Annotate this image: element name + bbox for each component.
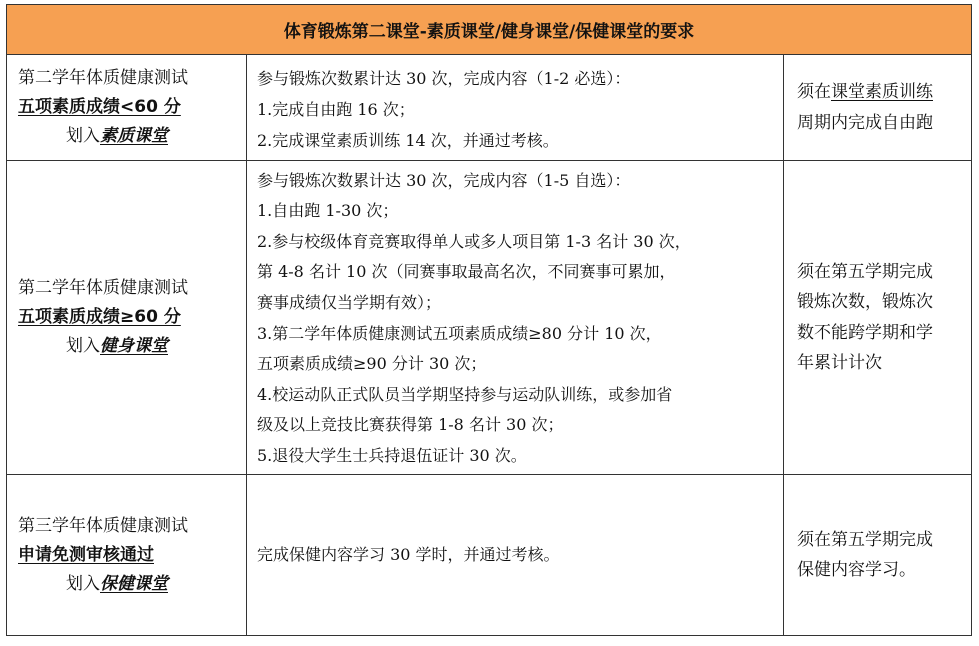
content-line: 4.校运动队正式队员当学期坚持参与运动队训练，或参加省	[257, 384, 673, 404]
note-line: 须在第五学期完成	[797, 529, 933, 550]
condition-cell	[7, 55, 247, 161]
content-line: 级及以上竞技比赛获得第 1-8 名计 30 次；	[257, 415, 564, 435]
note-line: 年累计计次	[797, 353, 882, 373]
content-line: 五项素质成绩≥90 分计 30 次；	[257, 354, 487, 374]
content-line: 完成保健内容学习 30 学时，并通过考核。	[257, 545, 560, 564]
assign-line	[18, 332, 246, 361]
note-prefix: 须在	[797, 82, 831, 102]
note-line: 保健内容学习。	[797, 560, 916, 580]
condition-prefix: 第三学年体质健康测试	[18, 515, 188, 536]
note-rest: 周期内完成自由跑	[797, 112, 933, 133]
content-line: 1.完成自由跑 16 次；	[257, 99, 415, 119]
content-line: 5.退役大学生士兵持退伍证计 30 次。	[257, 445, 527, 465]
class-name: 健身课堂	[100, 336, 168, 356]
condition-key: 五项素质成绩≥60 分	[18, 307, 181, 327]
content-cell	[247, 55, 784, 161]
note-cell	[784, 475, 972, 636]
condition-prefix: 第二学年体质健康测试	[18, 278, 188, 298]
note-line: 数不能跨学期和学	[797, 322, 933, 343]
note-cell	[784, 161, 972, 475]
condition-key: 五项素质成绩<60 分	[18, 97, 181, 117]
note-line: 锻炼次数，锻炼次	[797, 292, 933, 312]
condition-cell	[7, 475, 247, 636]
assign-prefix: 划入	[66, 573, 100, 594]
note-cell	[784, 55, 972, 161]
table-row	[7, 161, 972, 475]
table-row	[7, 475, 972, 636]
assign-line	[18, 570, 246, 599]
content-line: 1.自由跑 1-30 次；	[257, 201, 399, 221]
content-line: 参与锻炼次数累计达 30 次，完成内容（1-5 自选）：	[257, 170, 631, 190]
condition-cell	[7, 161, 247, 475]
note-line	[797, 77, 971, 108]
content-cell	[247, 475, 784, 636]
content-line: 第 4-8 名计 10 次（同赛事取最高名次，不同赛事可累加，	[257, 262, 676, 282]
class-name: 素质课堂	[100, 126, 168, 146]
content-line: 2.完成课堂素质训练 14 次，并通过考核。	[257, 130, 559, 150]
class-name: 保健课堂	[100, 573, 168, 594]
table-title: 体育锻炼第二课堂-素质课堂/健身课堂/保健课堂的要求	[7, 5, 972, 55]
content-line: 参与锻炼次数累计达 30 次，完成内容（1-2 必选）：	[257, 68, 631, 88]
assign-prefix: 划入	[66, 126, 100, 146]
condition-prefix: 第二学年体质健康测试	[18, 68, 188, 88]
note-underlined: 课堂素质训练	[831, 82, 933, 102]
table-row	[7, 55, 972, 161]
content-cell	[247, 161, 784, 475]
note-line: 须在第五学期完成	[797, 261, 933, 282]
content-line: 赛事成绩仅当学期有效）；	[257, 292, 442, 312]
requirements-table	[6, 4, 972, 636]
condition-key: 申请免测审核通过	[18, 544, 154, 565]
assign-prefix: 划入	[66, 336, 100, 356]
assign-line	[18, 122, 246, 151]
content-line: 2.参与校级体育竞赛取得单人或多人项目第 1-3 名计 30 次，	[257, 231, 691, 251]
content-line: 3.第二学年体质健康测试五项素质成绩≥80 分计 10 次，	[257, 323, 662, 343]
